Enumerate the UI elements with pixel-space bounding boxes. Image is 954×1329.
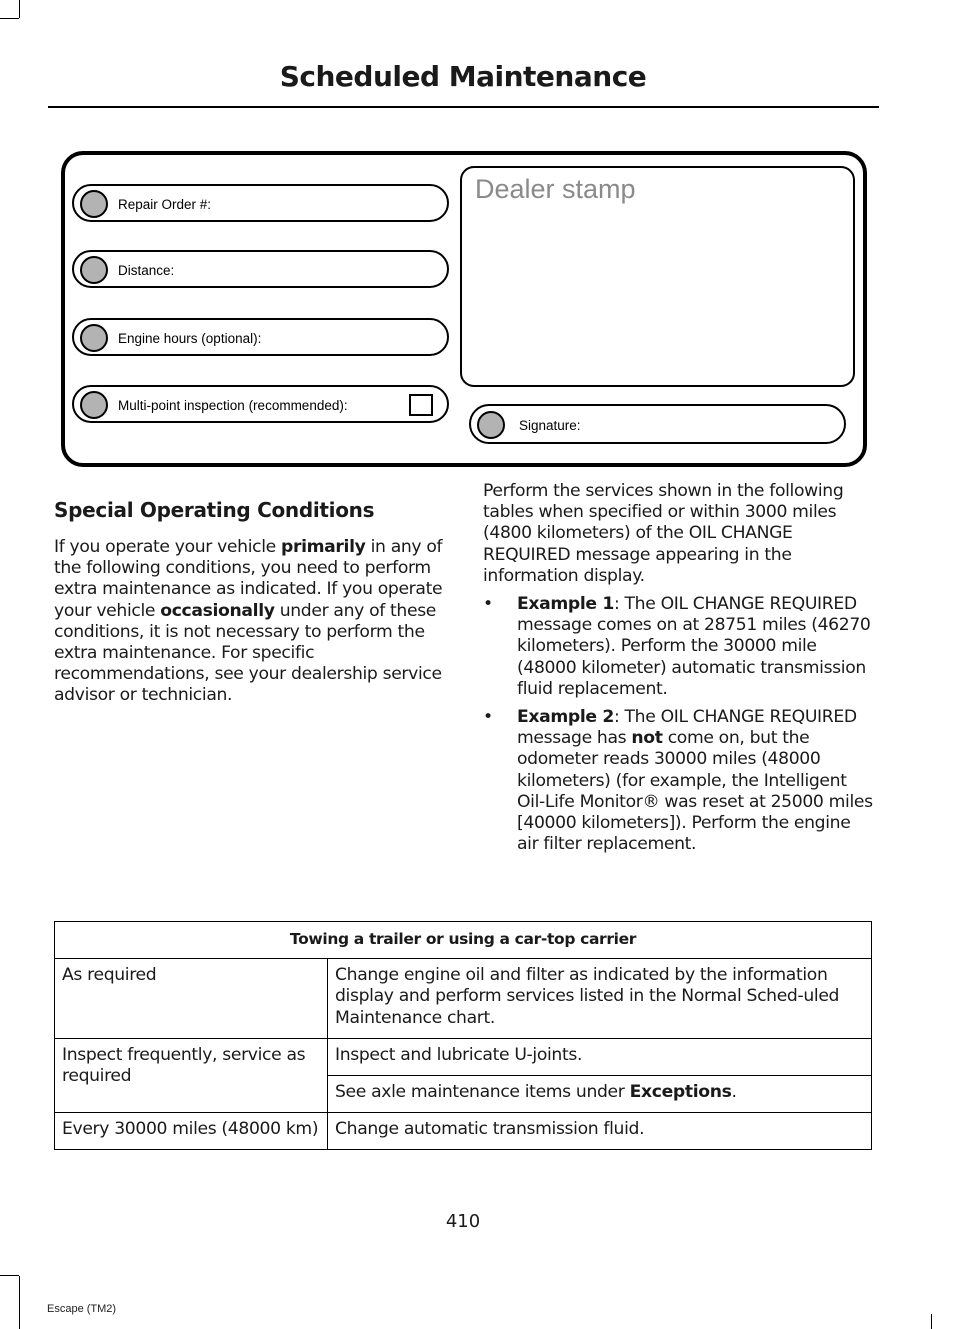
dealer-stamp-label: Dealer stamp (475, 174, 636, 204)
example-1-label: Example 1 (517, 594, 614, 615)
towing-maintenance-table (54, 921, 872, 1150)
circle-icon (80, 256, 108, 284)
distance-field[interactable] (72, 250, 449, 288)
footer-model: Escape (TM2) (47, 1303, 117, 1315)
emphasis-occasionally: occasionally (160, 600, 275, 621)
circle-icon (80, 324, 108, 352)
interval-cell: As required (55, 959, 328, 1039)
example-2-text: : The OIL CHANGE REQUIRED message has (517, 707, 857, 749)
interval-cell: Inspect frequently, service as required (55, 1038, 328, 1112)
crop-mark (931, 1314, 932, 1329)
list-item (483, 707, 875, 855)
action-cell: Inspect and lubricate U-joints. (328, 1038, 872, 1075)
table-header-row (55, 922, 872, 959)
crop-mark (19, 0, 20, 18)
multipoint-inspection-checkbox[interactable] (409, 394, 433, 416)
circle-icon (477, 411, 505, 439)
title-rule (48, 106, 879, 108)
distance-label: Distance: (118, 263, 175, 278)
table-row (55, 1038, 872, 1075)
text-run: See axle maintenance items under (335, 1082, 630, 1103)
text-run: under any of these conditions, it is not necessary to perform the extra maintenance. For specific recommendations, see your dealership service advisor or technician. (54, 600, 442, 706)
example-2-label: Example 2 (517, 707, 614, 728)
crop-mark (0, 18, 19, 19)
signature-label: Signature: (519, 418, 581, 433)
services-intro: Perform the services shown in the following tables when specified or within 3000 miles (4800 kilometers) of the OIL CHANGE REQUIRED message appearing in the information display. (483, 481, 844, 586)
example-1-text: : The OIL CHANGE REQUIRED message comes on at 28751 miles (46270 kilometers). Perform the 30000 mile (48000 kilometer) automatic transmission fluid replacement. (517, 594, 871, 699)
list-item (483, 594, 875, 700)
table-row (55, 959, 872, 1039)
circle-icon (80, 391, 108, 419)
repair-order-field[interactable] (72, 184, 449, 222)
examples-list (483, 594, 875, 855)
interval-cell: Every 30000 miles (48000 km) (55, 1113, 328, 1150)
page-title: Scheduled Maintenance (279, 60, 647, 93)
engine-hours-field[interactable] (72, 318, 449, 356)
emphasis-exceptions: Exceptions (629, 1082, 732, 1103)
emphasis-primarily: primarily (281, 537, 366, 557)
signature-field[interactable] (469, 404, 846, 444)
engine-hours-label: Engine hours (optional): (118, 331, 262, 346)
section-heading: Special Operating Conditions (54, 498, 375, 522)
page-number: 410 (445, 1211, 481, 1232)
example-2-text: come on, but the odometer reads 30000 miles (48000 kilometers) (for example, the Intelligent Oil-Life Monitor® was reset at 25000 miles [40000 kilometers]). Perform the engine air filter replacement. (517, 728, 873, 855)
text-run: . (731, 1082, 737, 1103)
services-section (483, 481, 875, 855)
table-row (55, 1113, 872, 1150)
text-run: If you operate your vehicle (54, 537, 281, 557)
table-header: Towing a trailer or using a car-top carrier (55, 922, 872, 959)
action-cell: Change automatic transmission fluid. (328, 1113, 872, 1150)
action-cell: Change engine oil and filter as indicated by the information display and perform services listed in the Normal Sched-uled Maintenance chart. (328, 959, 872, 1039)
multipoint-inspection-field (72, 385, 449, 423)
dealer-stamp-box (460, 166, 855, 387)
action-cell (328, 1076, 872, 1113)
multipoint-inspection-label: Multi-point inspection (recommended): (118, 398, 348, 413)
circle-icon (80, 190, 108, 218)
special-conditions-paragraph (54, 537, 449, 707)
crop-mark (19, 1276, 20, 1329)
text-run: in any of the following conditions, you need to perform extra maintenance as indicated. If you operate your vehicle (54, 537, 443, 621)
emphasis-not: not (631, 728, 663, 749)
repair-order-label: Repair Order #: (118, 197, 212, 212)
special-conditions-section (54, 497, 449, 707)
crop-mark (0, 1275, 19, 1276)
